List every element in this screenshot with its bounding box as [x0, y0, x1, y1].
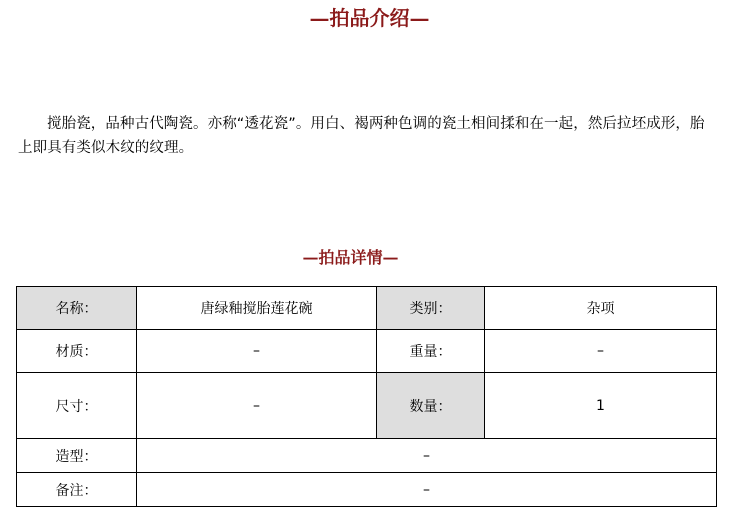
intro-section-title: —拍品介绍— [309, 6, 430, 30]
material-label: 材质： [17, 330, 137, 373]
shape-label: 造型： [17, 439, 137, 473]
quantity-value: 1 [485, 373, 717, 439]
table-row [17, 373, 717, 439]
category-value: 杂项 [485, 287, 717, 330]
intro-paragraph: 搅胎瓷，品种古代陶瓷。亦称“透花瓷”。用白、褐两种色调的瓷土相间揉和在一起，然后拉坯成形，胎上即具有类似木纹的纹理。 [18, 116, 705, 156]
size-label: 尺寸： [17, 373, 137, 439]
table-row [17, 473, 717, 507]
size-value: – [137, 373, 377, 439]
weight-value: – [485, 330, 717, 373]
name-label: 名称： [17, 287, 137, 330]
remark-label: 备注： [17, 473, 137, 507]
shape-value: – [137, 439, 717, 473]
details-section-title: —拍品详情— [302, 248, 399, 267]
table-row [17, 330, 717, 373]
weight-label: 重量： [377, 330, 485, 373]
material-value: – [137, 330, 377, 373]
name-value: 唐绿釉搅胎莲花碗 [137, 287, 377, 330]
table-row [17, 439, 717, 473]
category-label: 类别： [377, 287, 485, 330]
details-table [16, 286, 717, 507]
remark-value: – [137, 473, 717, 507]
quantity-label: 数量： [377, 373, 485, 439]
table-row [17, 287, 717, 330]
